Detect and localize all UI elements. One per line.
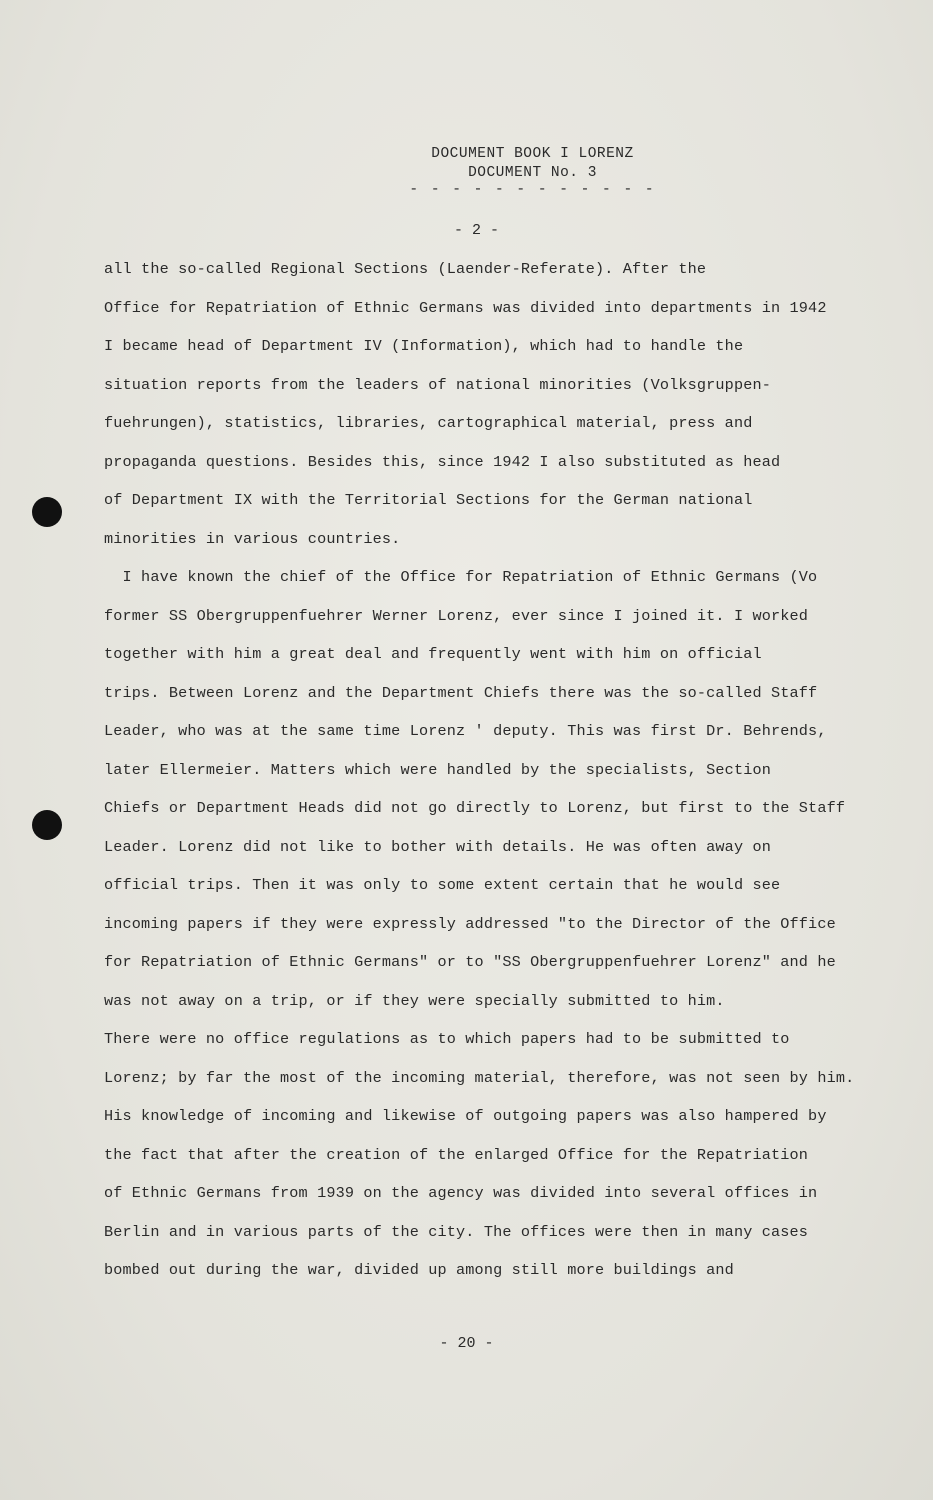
text-line: minorities in various countries. [104, 529, 401, 548]
header-rule: - - - - - - - - - - - - [409, 182, 656, 198]
text-line: propaganda questions. Besides this, since 1942 I also substituted as head [104, 452, 781, 471]
text-line: I have known the chief of the Office for Repatriation of Ethnic Germans (Vo [104, 568, 818, 586]
text-line: Lorenz; by far the most of the incoming material, therefore, was not seen by him. [104, 1068, 855, 1087]
text-line: His knowledge of incoming and likewise of outgoing papers was also hampered by [104, 1107, 827, 1125]
text-line: official trips. Then it was only to some extent certain that he would see [104, 876, 781, 894]
text-line: all the so-called Regional Sections (Laender-Referate). After the [104, 260, 707, 278]
text-line: together with him a great deal and frequently went with him on official [104, 645, 762, 663]
punch-hole-lower [32, 810, 62, 840]
text-line: I became head of Department IV (Information), which had to handle the [104, 337, 744, 355]
text-line: bombed out during the war, divided up among still more buildings and [104, 1261, 734, 1279]
text-line: Office for Repatriation of Ethnic Germans was divided into departments in 1942 [104, 298, 827, 317]
text-line: the fact that after the creation of the enlarged Office for the Repatriation [104, 1145, 809, 1164]
page-number-top: - 2 - [453, 222, 499, 239]
text-line: Leader, who was at the same time Lorenz ' deputy. This was first Dr. Behrends, [104, 722, 827, 740]
text-line: situation reports from the leaders of national minorities (Volksgruppen- [104, 375, 772, 394]
text-line: was not away on a trip, or if they were specially submitted to him. [104, 991, 725, 1010]
text-line: trips. Between Lorenz and the Department Chiefs there was the so-called Staff [104, 683, 818, 702]
text-line: of Department IX with the Territorial Sections for the German national [104, 491, 753, 509]
text-line: for Repatriation of Ethnic Germans" or to "SS Obergruppenfuehrer Lorenz" and he [104, 953, 836, 971]
document-number: DOCUMENT No. 3 [468, 165, 597, 181]
text-line: of Ethnic Germans from 1939 on the agency was divided into several offices in [104, 1184, 818, 1202]
text-line: Leader. Lorenz did not like to bother with details. He was often away on [104, 837, 772, 856]
text-line: fuehrungen), statistics, libraries, cartographical material, press and [104, 414, 753, 432]
document-book-title: DOCUMENT BOOK I LORENZ [431, 146, 634, 162]
text-line: former SS Obergruppenfuehrer Werner Lorenz, ever since I joined it. I worked [104, 606, 809, 625]
document-body [104, 258, 904, 1298]
punch-hole-upper [32, 497, 62, 527]
text-line: There were no office regulations as to which papers had to be submitted to [104, 1030, 790, 1048]
page-number-bottom: - 20 - [439, 1335, 494, 1352]
text-line: Berlin and in various parts of the city. The offices were then in many cases [104, 1222, 809, 1241]
text-line: later Ellermeier. Matters which were handled by the specialists, Section [104, 760, 772, 779]
text-line: Chiefs or Department Heads did not go directly to Lorenz, but first to the Staff [104, 799, 846, 817]
text-line: incoming papers if they were expressly addressed "to the Director of the Office [104, 914, 836, 933]
